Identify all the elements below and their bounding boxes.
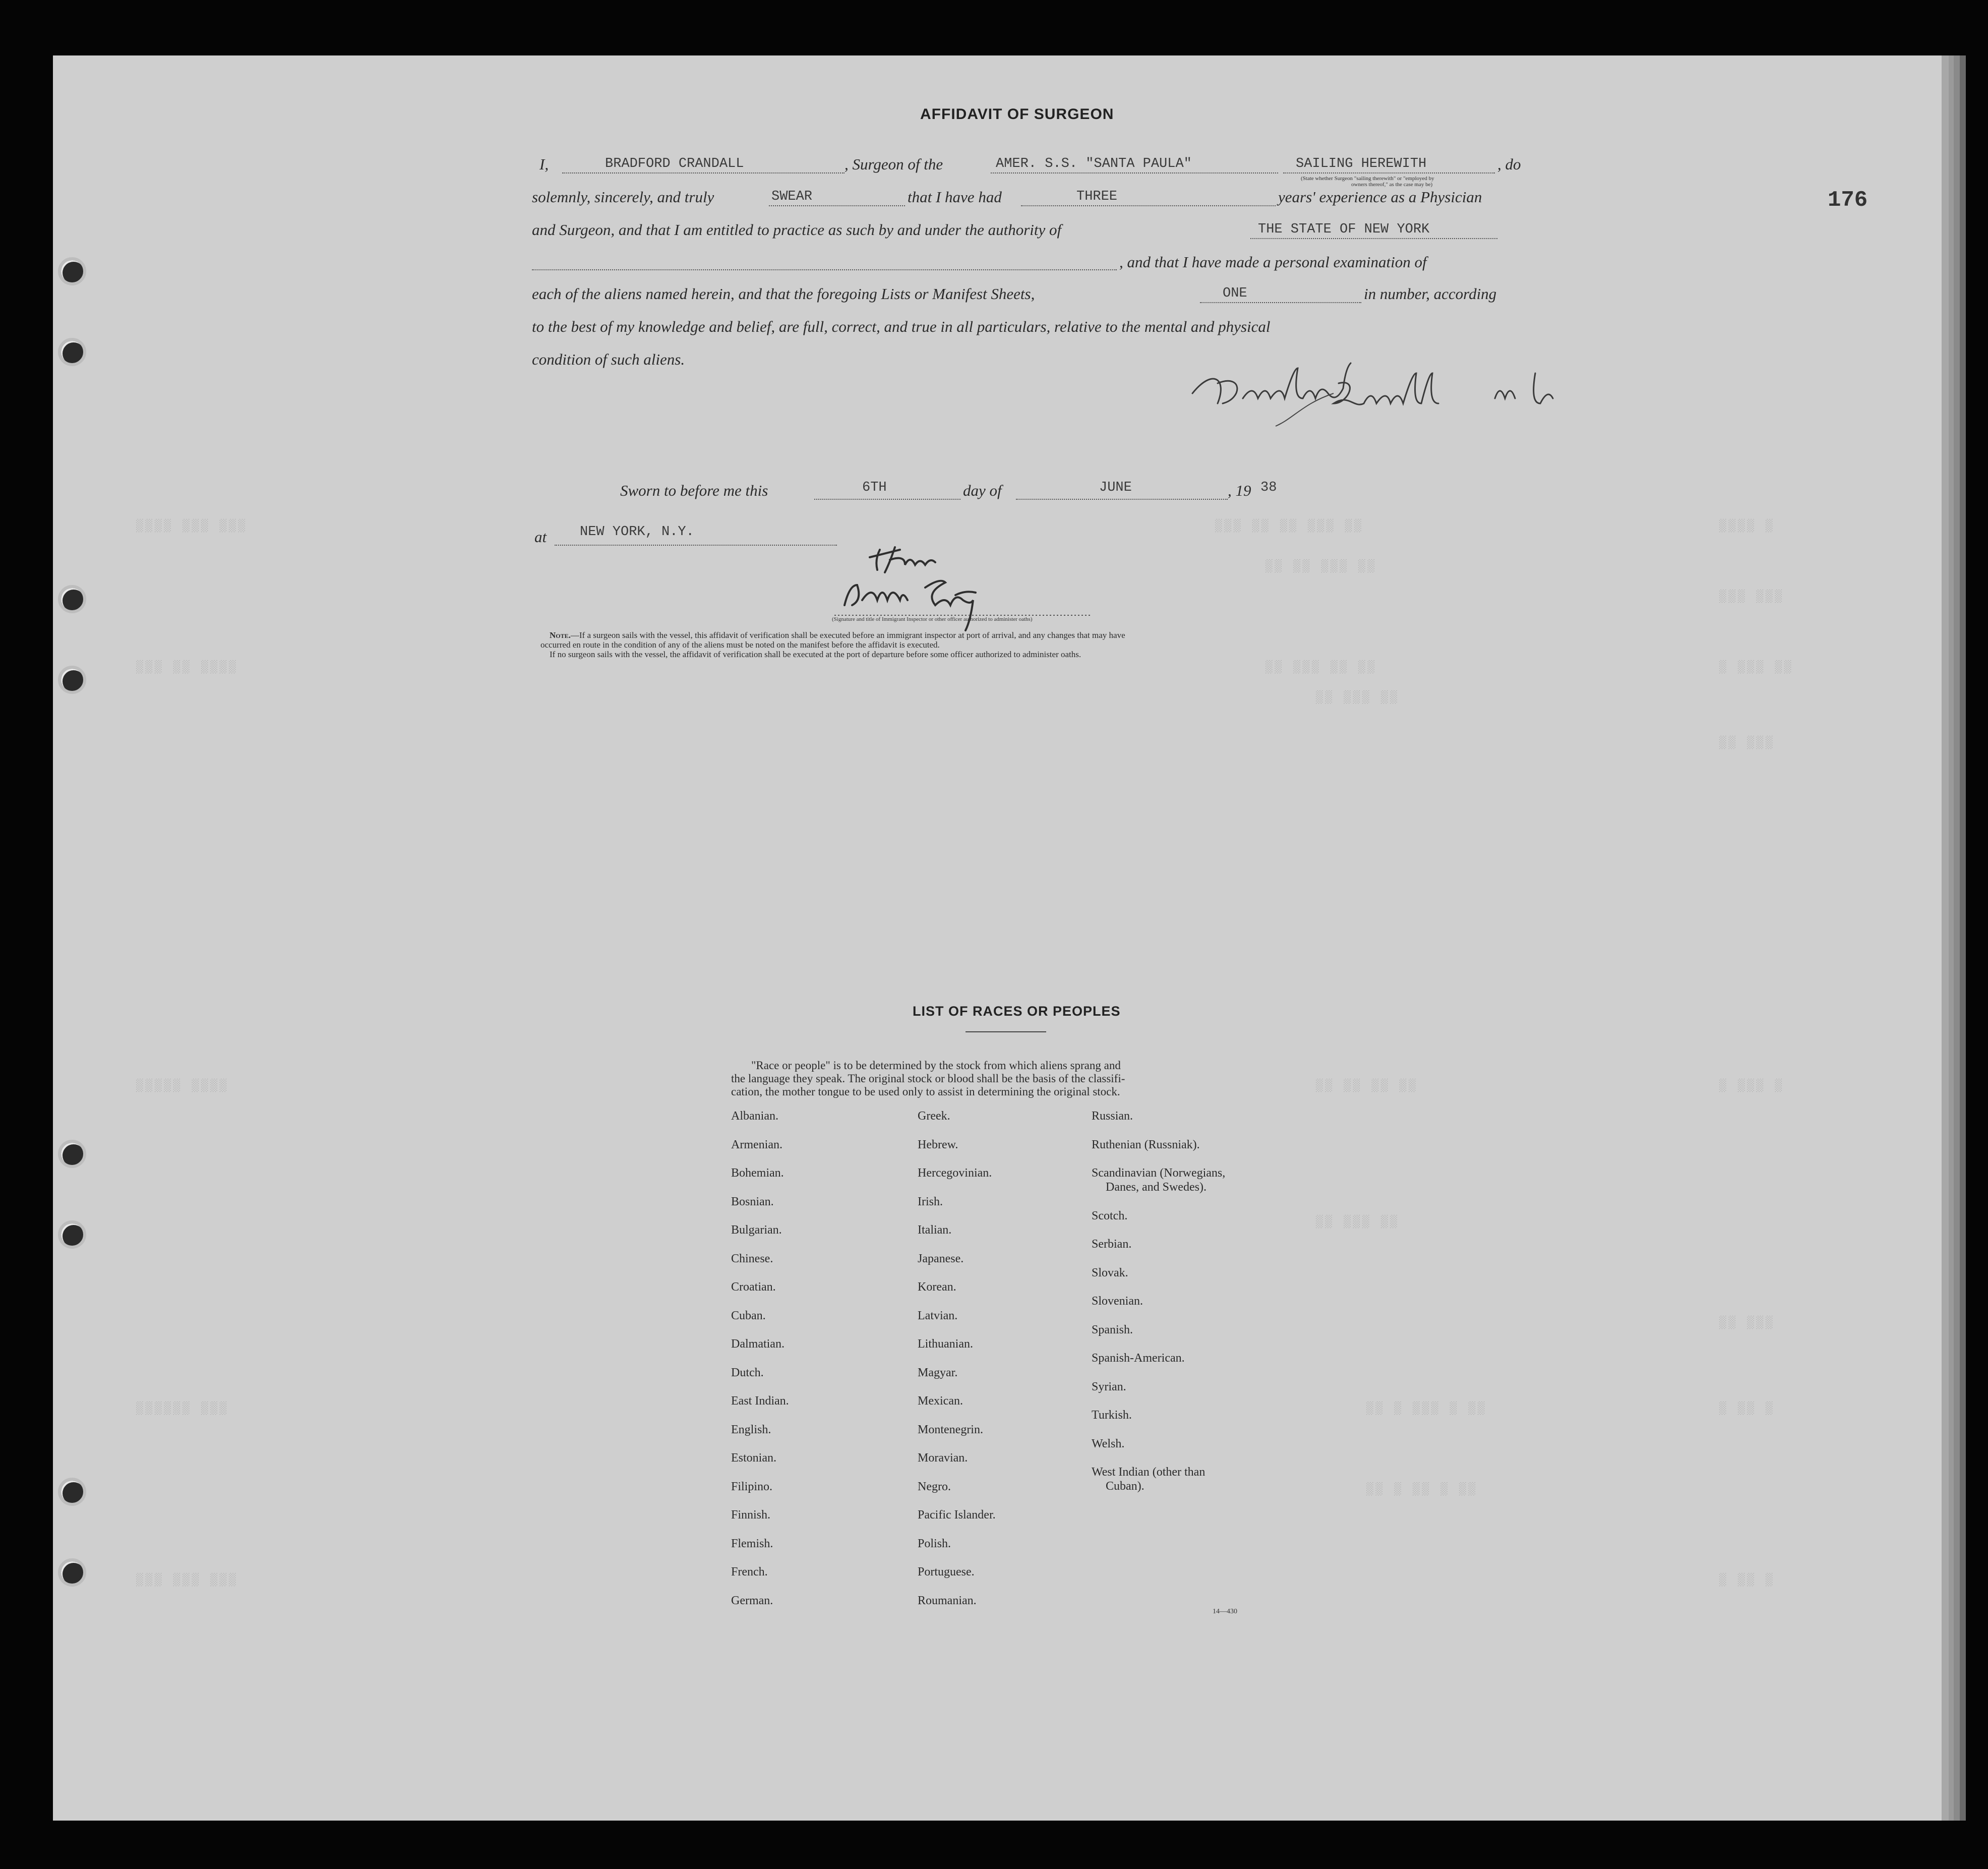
races-intro-1: "Race or people" is to be determined by the stock from which aliens sprang and [751,1059,1121,1072]
note-line-3: If no surgeon sails with the vessel, the affidavit of verification shall be executed at the port of departure before some officer authorized to administer oaths. [550,650,1081,659]
bleed-through-text: ░░░ ░░░ ░░░░ [134,519,245,533]
blank-line [562,172,845,173]
page-edge [1942,55,1949,1821]
race-item: Danes, and Swedes). [1106,1181,1207,1194]
race-item: Dutch. [731,1366,764,1379]
blank-line [555,545,837,546]
bleed-through-text: ░░ ░░ ░░ ░░ [1313,1079,1416,1093]
affidavit-title: AFFIDAVIT OF SURGEON [920,106,1114,123]
document-page [53,55,1949,1821]
bleed-through-text: ░ ░░░ ░ [1717,1079,1782,1093]
punch-hole [58,1220,86,1249]
inspector-signature [814,540,1117,640]
races-intro-3: cation, the mother tongue to be used only to assist in determining the original stock. [731,1085,1120,1098]
bleed-through-text: ░░ ░ ░░ ░ ░░ [1364,1483,1475,1496]
race-item: Bosnian. [731,1195,774,1208]
blank-line [769,205,905,206]
race-item: East Indian. [731,1394,789,1408]
form-number: 14—430 [1213,1608,1237,1615]
blank-line [1283,172,1495,173]
bleed-through-text: ░ ░░ ░ [1717,1573,1773,1587]
authority-text: and Surgeon, and that I am entitled to practice as such by and under the authority of [532,221,1062,239]
year-prefix: , 19 [1228,482,1251,499]
race-item: Cuban. [731,1309,766,1322]
licensing-authority: THE STATE OF NEW YORK [1258,222,1430,237]
bleed-through-text: ░░ ░░░ ░░ [1313,1215,1397,1229]
examination-text: , and that I have made a personal examination of [1119,253,1427,271]
bleed-through-text: ░░░ ░░ [1717,1316,1773,1330]
bleed-through-text: ░░ ░░ ░░░ ░░ [1263,661,1374,674]
race-item: Bulgarian. [731,1223,782,1237]
race-item: West Indian (other than [1092,1466,1206,1479]
race-item: Flemish. [731,1537,773,1550]
bleed-through-text: ░░░ ░░░ [1717,590,1782,604]
bleed-through-text: ░░░ ░░ [1717,736,1773,750]
race-item: French. [731,1565,768,1579]
sheet-count: ONE [1223,286,1247,301]
race-item: Roumanian. [918,1594,977,1607]
race-item: Turkish. [1092,1409,1132,1422]
sworn-day: 6TH [862,480,887,495]
status-note-1: (State whether Surgeon "sailing therewith" or "employed by [1301,176,1434,182]
race-item: Serbian. [1092,1238,1132,1251]
bleed-through-text: ░░░░ ░░ ░░░ [134,661,236,674]
race-item: Cuban). [1106,1480,1144,1493]
bleed-through-text: ░░ ░░░ ░░ ░░ [1263,560,1374,573]
race-item: Slovak. [1092,1266,1128,1279]
race-item: Portuguese. [918,1565,975,1579]
bleed-through-text: ░░░ ░░░░░░ [134,1402,227,1416]
race-item: Finnish. [731,1508,771,1522]
status-note-2: owners thereof," as the case may be) [1351,182,1433,188]
affidavit-prefix-i: I, [539,155,549,173]
blank-line [991,172,1278,173]
punch-hole [58,585,86,613]
race-item: Scandinavian (Norwegians, [1092,1166,1226,1180]
at-text: at [534,528,547,546]
blank-line [1021,205,1276,206]
race-item: Greek. [918,1109,950,1123]
day-of-text: day of [963,482,1002,499]
race-item: Korean. [918,1280,956,1294]
bleed-through-text: ░░░░ ░░░░░ [134,1079,227,1093]
manifest-sheets-text: each of the aliens named herein, and that the foregoing Lists or Manifest Sheets, [532,285,1035,303]
race-item: Welsh. [1092,1437,1125,1450]
bleed-through-text: ░░░ ░░░ ░░░ [134,1573,236,1587]
race-item: Chinese. [731,1252,773,1265]
race-item: Montenegrin. [918,1423,983,1436]
note-line-1: —If a surgeon sails with the vessel, this affidavit of verification shall be executed before an immigrant inspector at port of arrival, and any changes that may have [570,630,1125,640]
note-paragraph [540,630,1125,659]
punch-hole [58,1478,86,1506]
race-item: Spanish-American. [1092,1352,1185,1365]
blank-line [1250,238,1497,239]
races-title: LIST OF RACES OR PEOPLES [913,1004,1121,1019]
race-item: Polish. [918,1537,951,1550]
race-item: Hercegovinian. [918,1166,992,1180]
race-item: Irish. [918,1195,943,1208]
vessel-name: AMER. S.S. "SANTA PAULA" [996,156,1192,171]
sworn-year: 38 [1260,480,1277,495]
race-item: Scotch. [1092,1209,1128,1222]
sworn-month: JUNE [1099,480,1132,495]
surgeon-of-text: , Surgeon of the [845,155,943,173]
punch-hole [58,338,86,366]
punch-hole [58,1140,86,1168]
race-item: Albanian. [731,1109,778,1123]
race-item: Moravian. [918,1451,968,1465]
surgeon-status: SAILING HEREWITH [1296,156,1427,171]
bleed-through-text: ░ ░░ ░ [1717,1402,1773,1416]
races-intro-2: the language they speak. The original stock or blood shall be the basis of the classifi- [731,1072,1125,1085]
race-item: Croatian. [731,1280,776,1294]
surgeon-signature [1182,363,1596,454]
note-label: Note. [550,630,571,640]
title-rule [966,1031,1046,1032]
blank-line [814,499,960,500]
race-item: Latvian. [918,1309,958,1322]
bleed-through-text: ░░ ░ ░░░ ░ ░░ [1364,1402,1485,1416]
note-line-2: occurred en route in the condition of any of the aliens must be noted on the manifest before the affidavit is executed. [540,640,940,650]
sworn-text: Sworn to before me this [620,482,768,499]
inspector-caption: (Signature and title of Immigrant Inspector or other officer authorized to administer oaths) [832,616,1033,622]
blank-line [532,269,1117,270]
race-item: Filipino. [731,1480,773,1493]
punch-hole [58,666,86,694]
bleed-through-text: ░░ ░░░ ░ [1717,661,1791,674]
have-had-text: that I have had [908,188,1002,206]
race-item: Slovenian. [1092,1295,1143,1308]
oath-type: SWEAR [771,189,813,204]
race-item: Armenian. [731,1138,782,1151]
race-item: Lithuanian. [918,1337,973,1351]
years-experience: THREE [1076,189,1118,204]
line1-suffix: , do [1497,155,1521,173]
condition-text: condition of such aliens. [532,351,685,368]
page-number: 176 [1828,188,1868,213]
race-item: Hebrew. [918,1138,958,1151]
race-item: Bohemian. [731,1166,784,1180]
race-item: Pacific Islander. [918,1508,996,1522]
bleed-through-text: ░ ░░░░ [1717,519,1773,533]
race-item: Negro. [918,1480,951,1493]
sworn-place: NEW YORK, N.Y. [580,524,694,540]
race-item: Estonian. [731,1451,776,1465]
race-item: Japanese. [918,1252,964,1265]
years-text: years' experience as a Physician [1278,188,1482,206]
punch-hole [58,257,86,285]
surgeon-name: BRADFORD CRANDALL [605,156,744,171]
bleed-through-text: ░░ ░░░ ░░ ░░ ░░░ [1213,519,1361,533]
race-item: Mexican. [918,1394,963,1408]
in-number-text: in number, according [1364,285,1497,303]
blank-line [1200,302,1361,303]
punch-hole [58,1558,86,1587]
race-item: Spanish. [1092,1323,1133,1336]
bleed-through-text: ░░ ░░░ ░░ [1313,691,1397,705]
blank-line [1016,499,1228,500]
race-item: English. [731,1423,771,1436]
race-item: Russian. [1092,1109,1133,1123]
race-item: Magyar. [918,1366,958,1379]
race-item: German. [731,1594,773,1607]
race-item: Syrian. [1092,1380,1126,1393]
knowledge-text: to the best of my knowledge and belief, are full, correct, and true in all particulars, relative to the mental and physical [532,318,1271,335]
race-item: Italian. [918,1223,952,1237]
race-item: Ruthenian (Russniak). [1092,1138,1200,1151]
race-item: Dalmatian. [731,1337,785,1351]
solemnly-text: solemnly, sincerely, and truly [532,188,714,206]
